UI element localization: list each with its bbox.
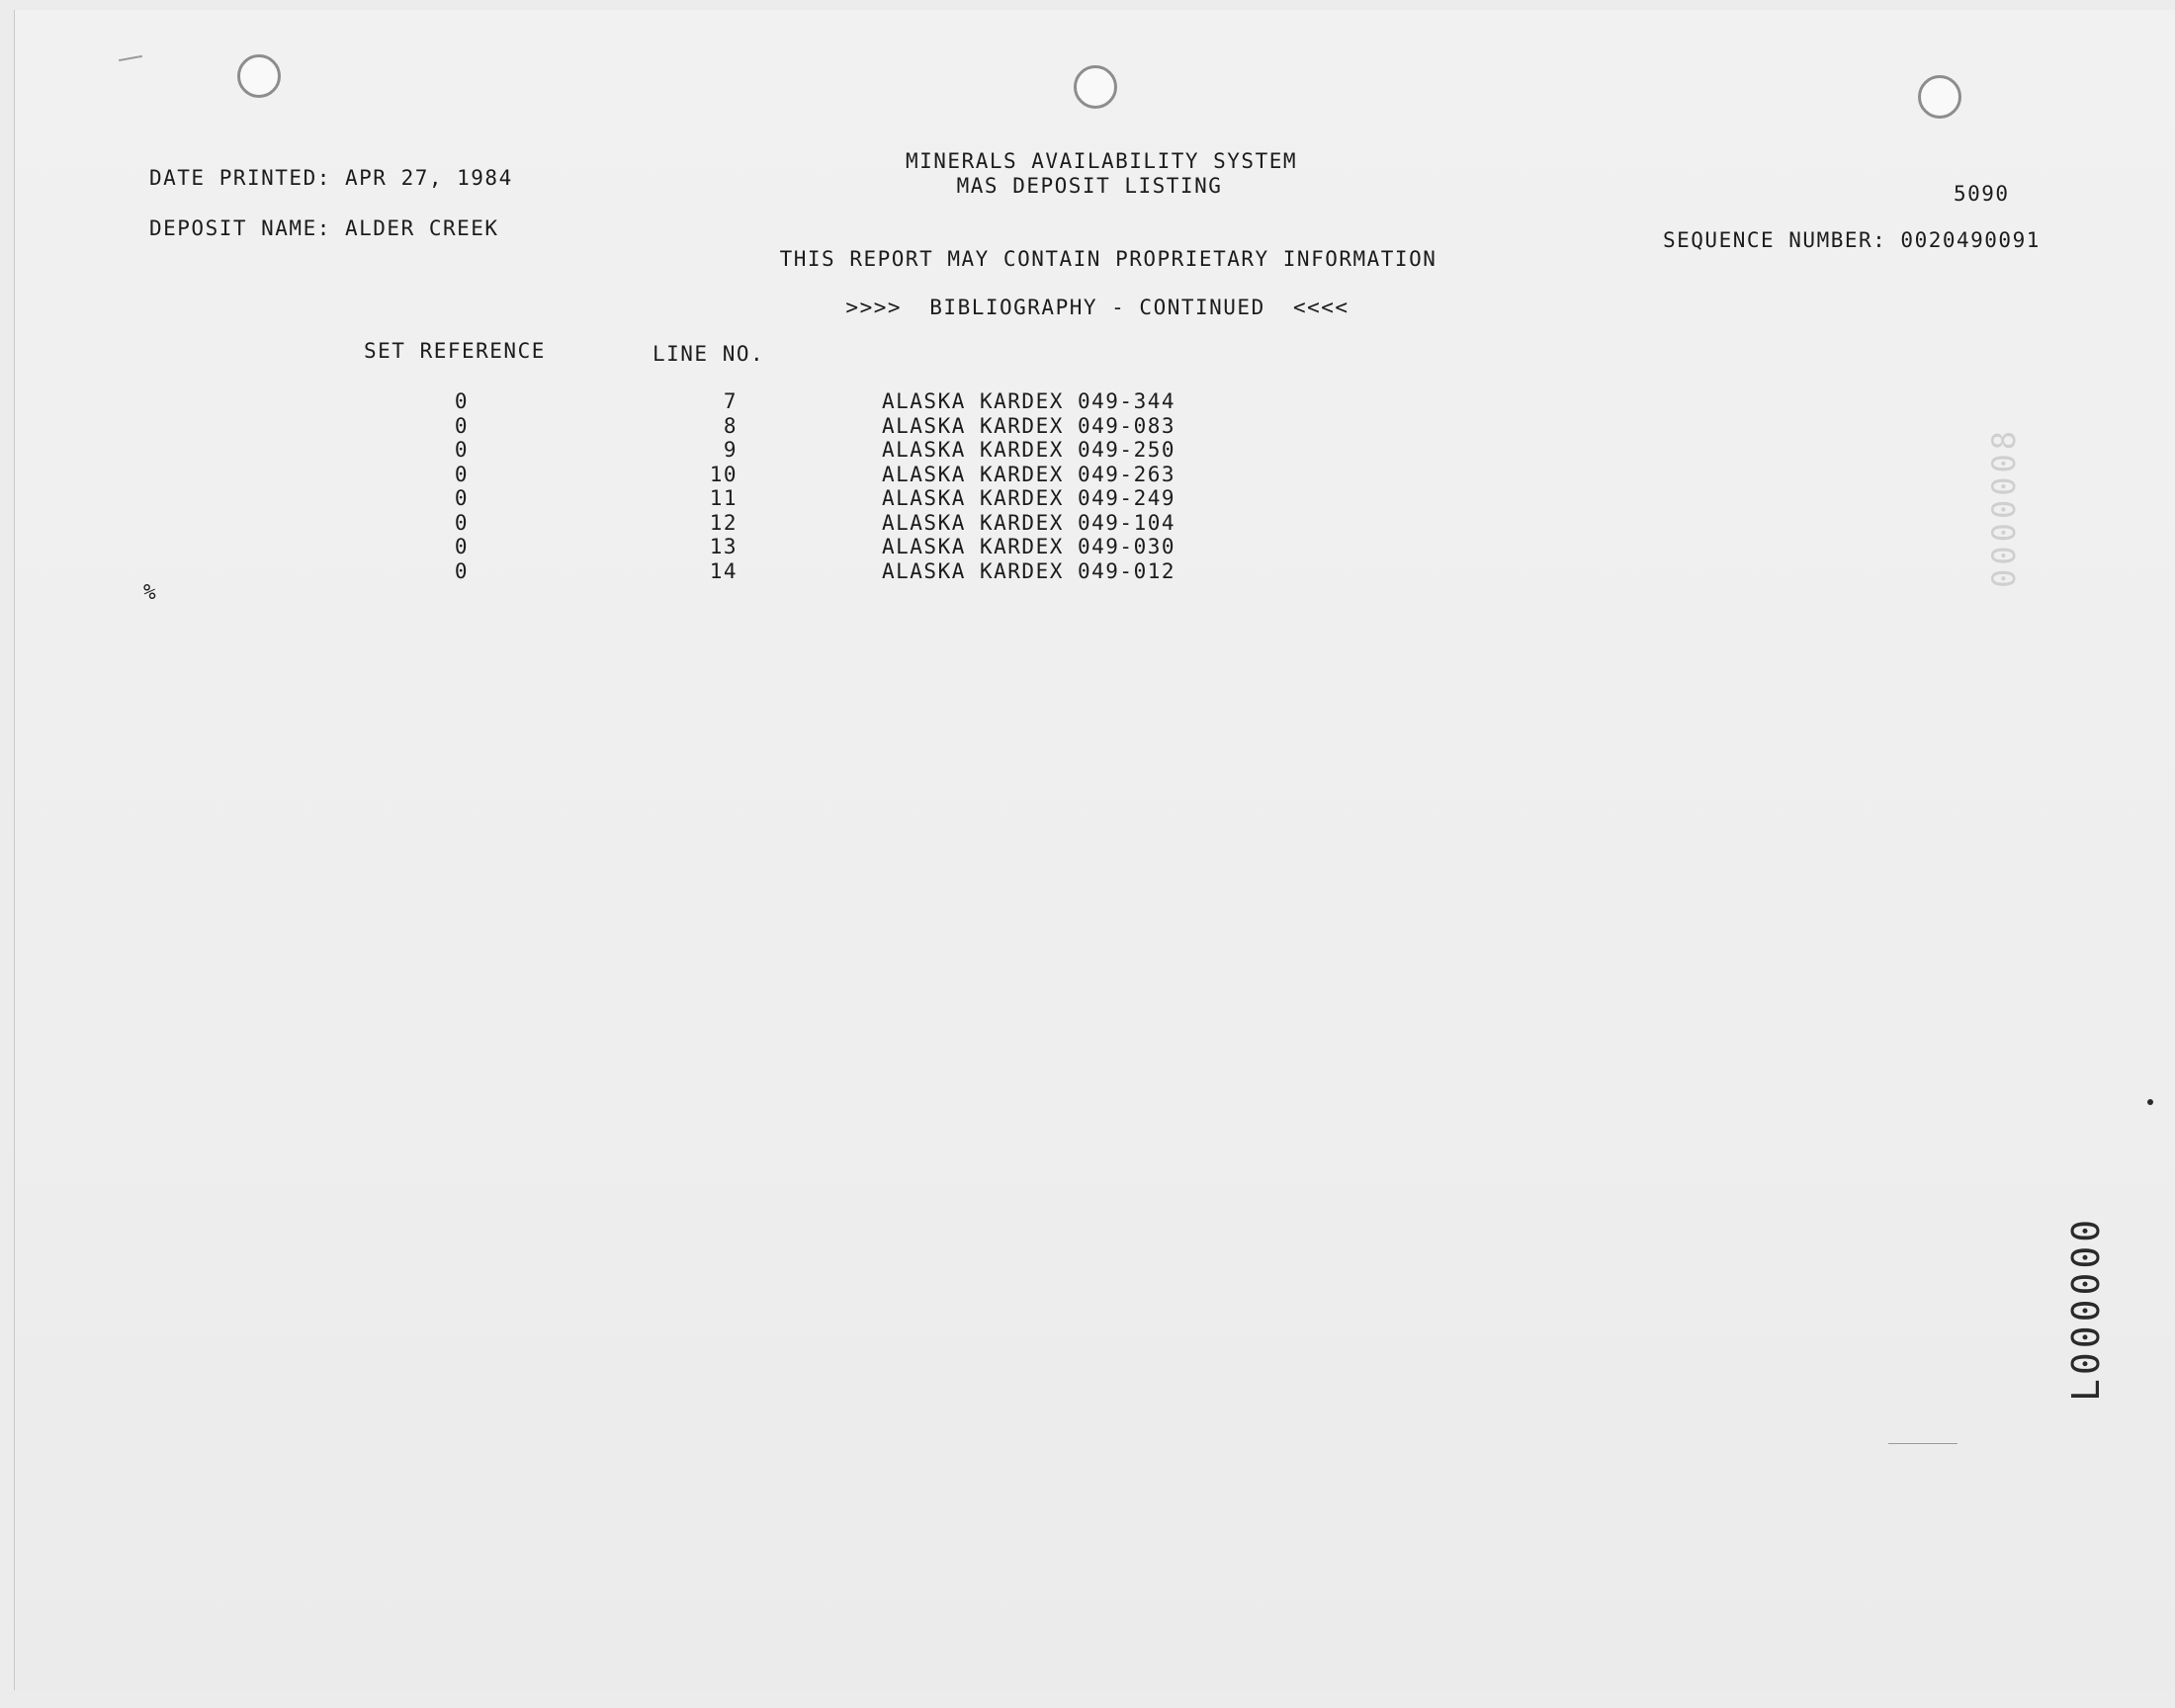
set-reference-cell: 0: [454, 438, 470, 462]
line-number-cell: 11: [709, 486, 738, 510]
listing-title: MAS DEPOSIT LISTING: [956, 174, 1223, 198]
table-row: [0, 535, 2175, 558]
set-reference-cell: 0: [454, 413, 470, 438]
line-number-cell: 14: [709, 558, 738, 583]
table-row: [0, 438, 2175, 462]
table-row: [0, 559, 2175, 583]
line-number-cell: 10: [709, 462, 738, 486]
reference-cell: ALASKA KARDEX 049-083: [882, 413, 1176, 438]
reference-cell: ALASKA KARDEX 049-263: [882, 462, 1176, 486]
column-header-set-reference: SET REFERENCE: [364, 339, 546, 363]
reference-cell: ALASKA KARDEX 049-104: [882, 510, 1176, 535]
set-reference-cell: 0: [454, 389, 470, 413]
system-title: MINERALS AVAILABILITY SYSTEM: [905, 149, 1298, 173]
punch-hole-left: [237, 54, 281, 98]
set-reference-cell: 0: [454, 510, 470, 535]
proprietary-notice: THIS REPORT MAY CONTAIN PROPRIETARY INFORMATION: [779, 247, 1437, 271]
scan-dot: [2147, 1099, 2153, 1105]
deposit-name: DEPOSIT NAME: ALDER CREEK: [149, 216, 499, 240]
line-number-cell: 12: [709, 510, 738, 535]
column-header-line-no: LINE NO.: [652, 342, 765, 366]
line-number-cell: 8: [723, 413, 738, 438]
table-row: [0, 414, 2175, 438]
set-reference-cell: 0: [454, 558, 470, 583]
reference-cell: ALASKA KARDEX 049-030: [882, 535, 1176, 558]
set-reference-cell: 0: [454, 535, 470, 558]
section-title: >>>> BIBLIOGRAPHY - CONTINUED <<<<: [845, 296, 1349, 319]
punch-hole-right: [1918, 75, 1961, 119]
ghost-number-stamp: 8000000: [1985, 431, 2023, 592]
page-number: 5090: [1954, 182, 2010, 206]
reference-cell: ALASKA KARDEX 049-250: [882, 438, 1176, 462]
table-row: [0, 511, 2175, 535]
sequence-number: SEQUENCE NUMBER: 0020490091: [1663, 228, 2041, 252]
table-row: [0, 389, 2175, 413]
frame-number-stamp: L000000: [2064, 1215, 2108, 1402]
table-row: [0, 463, 2175, 486]
date-printed: DATE PRINTED: APR 27, 1984: [149, 166, 513, 190]
reference-cell: ALASKA KARDEX 049-344: [882, 389, 1176, 413]
scan-mark: [1888, 1443, 1958, 1444]
reference-cell: ALASKA KARDEX 049-249: [882, 486, 1176, 510]
reference-cell: ALASKA KARDEX 049-012: [882, 558, 1176, 583]
set-reference-cell: 0: [454, 486, 470, 510]
line-number-cell: 13: [709, 535, 738, 558]
line-number-cell: 9: [723, 438, 738, 462]
end-marker: %: [143, 580, 158, 604]
set-reference-cell: 0: [454, 462, 470, 486]
punch-hole-center: [1074, 65, 1117, 109]
table-row: [0, 486, 2175, 510]
line-number-cell: 7: [723, 389, 738, 413]
